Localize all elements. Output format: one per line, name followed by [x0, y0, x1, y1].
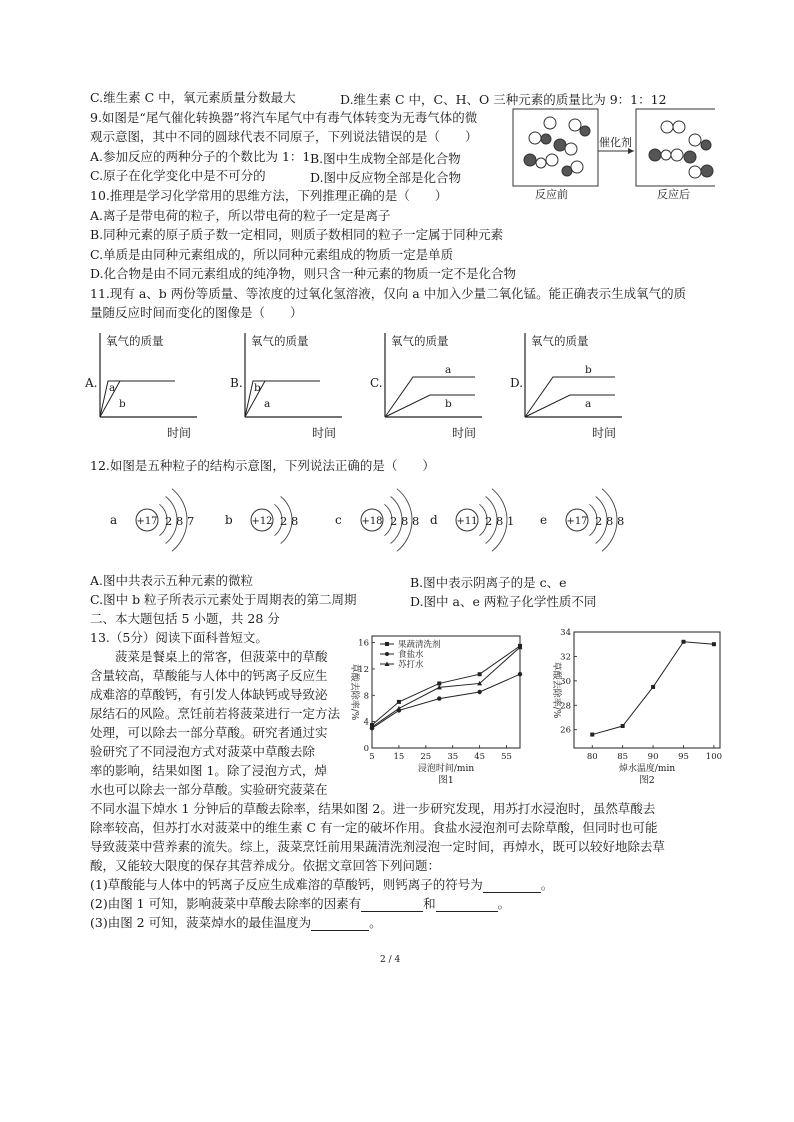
- reaction-micro-diagram: [505, 105, 715, 203]
- electron-counts: 2 8 8: [390, 514, 420, 528]
- before-label: 反应前: [535, 188, 568, 201]
- q9-option-d: D.图中反应物全部是化合物: [310, 170, 462, 185]
- q11-graph-b: [230, 333, 342, 440]
- q11-graph-a: [85, 333, 197, 440]
- q13-para-line: 验研究了不同浸泡方式对菠菜中草酸去除: [90, 744, 316, 759]
- data-point: [712, 642, 716, 646]
- nucleus-charge: +11: [456, 516, 478, 527]
- y-tick-label: 34: [560, 628, 571, 638]
- x-tick-label: 15: [393, 752, 405, 762]
- q13-para-line: 尿结石的风险。烹饪前若将菠菜进行一定方法: [90, 706, 341, 721]
- q13-para-line: 菠菜是餐桌上的常客，但菠菜中的草酸: [90, 649, 328, 664]
- q13-full-line: 导致菠菜中营养素的流失。综上，菠菜烹饪前用果蔬清洗剂浸泡一定时间，再焯水，既可以较好地除去草: [90, 839, 666, 854]
- figure-2-chart: [530, 628, 730, 793]
- x-axis-label: 时间: [167, 426, 192, 440]
- y-tick-label: 16: [358, 638, 369, 649]
- x-tick-label: 5: [369, 752, 375, 762]
- graph-option-label: B.: [230, 376, 243, 390]
- x-tick-label: 90: [647, 752, 659, 762]
- q10-option-c: C.单质是由同种元素组成的，所以同种元素组成的物质一定是单质: [90, 247, 454, 262]
- figure-1-chart: [340, 628, 530, 793]
- graph-option-label: D.: [510, 376, 524, 390]
- electron-counts: 2 8 8: [595, 514, 625, 528]
- y-axis-title: 草酸去除率/%: [349, 663, 359, 721]
- q10-option-b: B.同种元素的原子质子数一定相同，则质子数相同的粒子一定属于同种元素: [90, 227, 504, 242]
- curve-label-lower: a: [585, 398, 592, 410]
- q11-graph-group: [85, 333, 622, 440]
- x-axis-title: 浸泡时间/min: [417, 764, 475, 774]
- q13-para-line: 水也可以除去一部分草酸。实验研究菠菜在: [90, 782, 328, 797]
- graph-option-label: A.: [85, 376, 98, 390]
- nucleus-charge: +12: [251, 516, 273, 527]
- curve-label-upper: b: [254, 382, 261, 394]
- chart-caption: 图2: [639, 775, 655, 786]
- nucleus-charge: +18: [361, 516, 383, 527]
- q9-option-b: B.图中生成物全部是化合物: [310, 151, 461, 166]
- particle-letter: c: [335, 513, 342, 527]
- q13-heading: 13.（5分）阅读下面科普短文。: [90, 630, 268, 645]
- particle-e: [540, 489, 624, 552]
- particle-letter: e: [540, 513, 548, 527]
- particle-a: [110, 489, 194, 552]
- x-tick-label: 25: [420, 752, 432, 762]
- q12-particle-diagrams: [100, 482, 640, 562]
- q13-full-line: 不同水温下焯水 1 分钟后的草酸去除率，结果如图 2。进一步研究发现，用苏打水浸泡时，虽然草酸去: [90, 801, 656, 816]
- y-axis-label: 氧气的质量: [391, 334, 449, 348]
- y-tick-label: 26: [560, 725, 571, 736]
- electron-counts: 2 8: [280, 514, 299, 528]
- q9-option-c: C.原子在化学变化中是不可分的: [90, 168, 266, 183]
- x-tick-label: 55: [501, 752, 512, 762]
- q11-stem-1: 11.现有 a、b 两份等质量、等浓度的过氧化氢溶液，仅向 a 中加入少量二氧化锰。能正确表示生成氧气的质: [90, 286, 687, 301]
- data-point: [682, 640, 686, 644]
- y-tick-label: 0: [363, 744, 369, 754]
- data-point: [437, 696, 441, 700]
- particle-letter: d: [430, 513, 438, 527]
- q12-option-c: C.图中 b 粒子所表示元素处于周期表的第二周期: [90, 592, 357, 607]
- q13-subquestion-3: (3)由图 2 可知，菠菜焯水的最佳温度为 。: [90, 915, 382, 930]
- y-tick-label: 4: [363, 717, 369, 728]
- section-2-heading: 二、本大题包括 5 小题，共 28 分: [90, 611, 280, 626]
- curve-label-lower: b: [445, 398, 452, 410]
- answer-blank-1[interactable]: [483, 879, 541, 893]
- q9-stem-1: 9.如图是“尾气催化转换器”将汽车尾气中有毒气体转变为无毒气体的微: [90, 110, 478, 125]
- q9-option-a: A.参加反应的两种分子的个数比为 1：1: [90, 149, 311, 164]
- particle-d: [430, 489, 514, 552]
- curve-upper: [385, 377, 475, 417]
- legend-label: 苏打水: [398, 660, 424, 670]
- q11-graph-d: [510, 333, 622, 440]
- q10-option-d: D.化合物是由不同元素组成的纯净物，则只含一种元素的物质一定不是化合物: [90, 266, 517, 281]
- x-tick-label: 100: [705, 752, 723, 762]
- q11-stem-2: 量随反应时间而变化的图像是（ ）: [90, 305, 303, 320]
- q13-subquestion-2: (2)由图 1 可知，影响菠菜中草酸去除率的因素有 和 。: [90, 896, 511, 911]
- curve-label-lower: a: [264, 398, 271, 410]
- particle-letter: b: [225, 513, 233, 527]
- y-axis-title: 草酸去除率/%: [551, 661, 561, 719]
- answer-blank-2a[interactable]: [361, 898, 423, 912]
- curve-label-upper: a: [109, 382, 116, 394]
- y-tick-label: 8: [363, 691, 369, 702]
- y-axis-label: 氧气的质量: [251, 334, 309, 348]
- x-tick-label: 45: [474, 752, 486, 762]
- q13-subquestion-1: (1)草酸能与人体中的钙离子反应生成难溶的草酸钙，则钙离子的符号为 。: [90, 877, 554, 892]
- x-axis-label: 时间: [312, 426, 337, 440]
- q13-para-line: 含量较高，草酸能与人体中的钙离子反应生: [90, 668, 328, 683]
- page-number: 2 / 4: [380, 955, 401, 965]
- plot-frame: [372, 636, 520, 748]
- q12-option-a: A.图中共表示五种元素的微粒: [90, 573, 254, 588]
- curve-label-upper: b: [585, 364, 592, 376]
- legend-label: 果蔬清洗剂: [398, 640, 441, 650]
- x-axis-title: 焯水温度/min: [618, 764, 676, 774]
- q12-option-b: B.图中表示阴离子的是 c、e: [410, 575, 567, 590]
- series-line: [372, 647, 520, 727]
- q9-stem-2: 观示意图，其中不同的圆球代表不同原子，下列说法错误的是（ ）: [90, 129, 478, 144]
- x-axis-label: 时间: [452, 426, 477, 440]
- chart-caption: 图1: [438, 775, 454, 786]
- q12-option-d: D.图中 a、e 两粒子化学性质不同: [410, 594, 597, 609]
- before-molecules: [524, 117, 590, 176]
- q11-graph-c: [370, 333, 482, 440]
- data-point: [477, 690, 481, 694]
- nucleus-charge: +17: [136, 516, 158, 527]
- particle-letter: a: [110, 513, 118, 527]
- answer-blank-2b[interactable]: [436, 898, 498, 912]
- plot-frame: [574, 632, 720, 748]
- q13-full-line: 除率较高，但苏打水对菠菜中的维生素 C 有一定的破坏作用。食盐水浸泡剂可去除草酸，但同时也可能: [90, 820, 658, 835]
- q13-para-line: 成难溶的草酸钙，有引发人体缺钙或导致泌: [90, 687, 328, 702]
- data-point: [621, 724, 625, 728]
- graph-option-label: C.: [370, 376, 383, 390]
- legend-marker: [385, 642, 389, 646]
- catalyst-label: 催化剂: [599, 136, 632, 149]
- q8-option-c: C.维生素 C 中，氧元素质量分数最大: [90, 90, 296, 105]
- after-molecules: [649, 121, 713, 178]
- data-point: [518, 672, 522, 676]
- particle-c: [335, 489, 419, 552]
- data-point: [396, 706, 401, 711]
- after-label: 反应后: [657, 188, 690, 201]
- x-tick-label: 35: [447, 752, 459, 762]
- y-axis-label: 氧气的质量: [106, 334, 164, 348]
- q13-para-line: 率的影响，结果如图 1。除了浸泡方式，焯: [90, 763, 327, 778]
- curve-upper: [525, 377, 615, 417]
- data-point: [590, 733, 594, 737]
- q12-stem: 12.如图是五种粒子的结构示意图，下列说法正确的是（ ）: [90, 458, 435, 473]
- x-tick-label: 85: [617, 752, 629, 762]
- answer-blank-3[interactable]: [311, 917, 369, 931]
- data-point: [651, 685, 655, 689]
- q10-option-a: A.离子是带电荷的粒子，所以带电荷的粒子一定是离子: [90, 208, 391, 223]
- q12-particle-group: [110, 489, 624, 552]
- legend-label: 食盐水: [398, 650, 424, 660]
- q10-stem: 10.推理是学习化学常用的思维方法，下列推理正确的是（ ）: [90, 188, 448, 203]
- q11-graphs: [85, 325, 705, 450]
- y-tick-label: 30: [560, 676, 571, 687]
- nucleus-charge: +17: [566, 516, 588, 527]
- data-point: [478, 672, 482, 676]
- electron-counts: 2 8 1: [485, 514, 515, 528]
- particle-b: [225, 497, 298, 544]
- q13-para-line: 处理，可以除去一部分草酸。研究者通过实: [90, 725, 328, 740]
- curve-label-upper: a: [445, 364, 452, 376]
- y-tick-label: 12: [358, 664, 369, 675]
- x-tick-label: 80: [586, 752, 598, 762]
- curve-label-lower: b: [119, 398, 126, 410]
- data-point: [397, 700, 401, 704]
- y-tick-label: 32: [560, 652, 571, 663]
- legend-marker: [385, 652, 389, 656]
- x-axis-label: 时间: [592, 426, 617, 440]
- electron-counts: 2 8 7: [165, 514, 195, 528]
- x-tick-label: 95: [678, 752, 689, 762]
- y-tick-label: 28: [560, 701, 571, 712]
- q13-full-line: 酸，又能较大限度的保存其营养成分。依据文章回答下列问题：: [90, 858, 441, 873]
- q8-option-d: D.维生素 C 中，C、H、O 三种元素的质量比为 9：1：12: [340, 92, 667, 107]
- y-axis-label: 氧气的质量: [531, 334, 589, 348]
